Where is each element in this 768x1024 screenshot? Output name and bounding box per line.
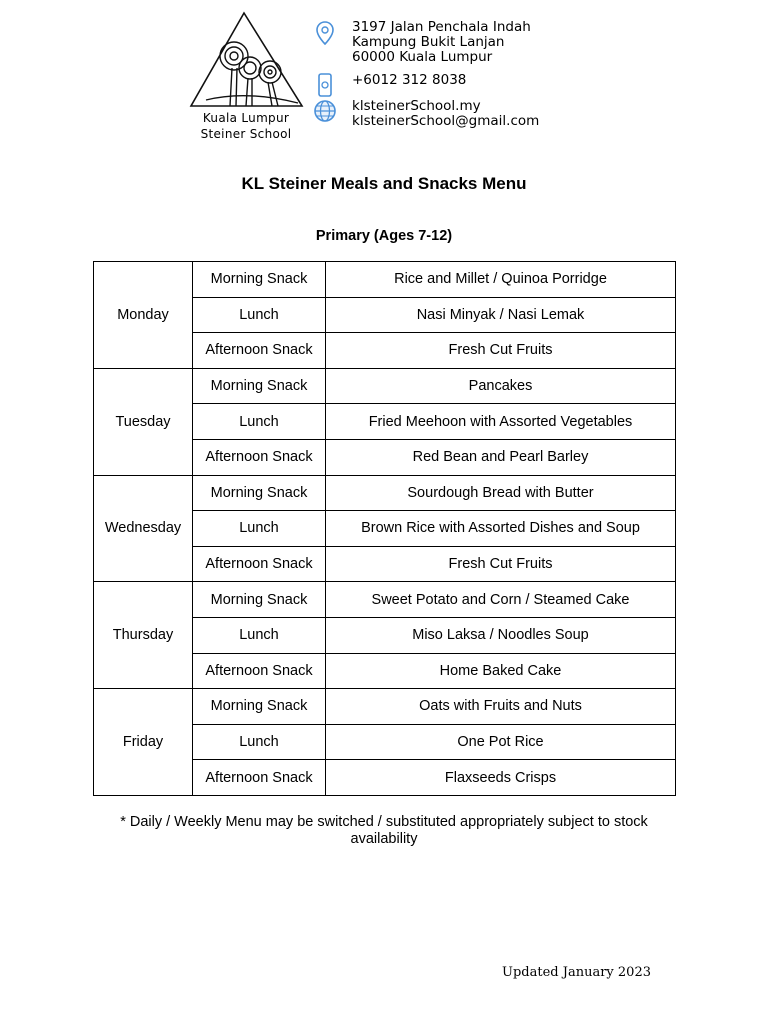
globe-icon (312, 99, 338, 123)
table-row (94, 475, 676, 511)
location-pin-icon (312, 20, 338, 44)
meal-slot-cell: Lunch (193, 617, 326, 653)
web-text (352, 99, 539, 129)
meal-slot-cell: Lunch (193, 404, 326, 440)
day-cell: Friday (94, 689, 193, 796)
day-cell: Monday (94, 262, 193, 369)
page-title: KL Steiner Meals and Snacks Menu (241, 174, 527, 193)
meal-slot-cell: Afternoon Snack (193, 760, 326, 796)
meal-item-cell: Fresh Cut Fruits (326, 333, 676, 369)
phone-number: +6012 312 8038 (352, 72, 467, 88)
address-line-3: 60000 Kuala Lumpur (352, 49, 493, 65)
menu-table (93, 261, 676, 796)
tree-triangle-logo-icon (186, 10, 306, 110)
meal-item-cell: Sourdough Bread with Butter (326, 475, 676, 511)
meal-slot-cell: Afternoon Snack (193, 333, 326, 369)
logo-text-line-2: Steiner School (200, 127, 292, 141)
meal-slot-cell: Afternoon Snack (193, 546, 326, 582)
address-line-1: 3197 Jalan Penchala Indah (352, 19, 531, 35)
meal-slot-cell: Morning Snack (193, 262, 326, 298)
page-subtitle: Primary (Ages 7-12) (315, 228, 453, 244)
meal-slot-cell: Lunch (193, 724, 326, 760)
meal-item-cell: Miso Laksa / Noodles Soup (326, 617, 676, 653)
meal-item-cell: Nasi Minyak / Nasi Lemak (326, 297, 676, 333)
day-cell: Wednesday (94, 475, 193, 582)
meal-item-cell: Sweet Potato and Corn / Steamed Cake (326, 582, 676, 618)
meal-slot-cell: Lunch (193, 297, 326, 333)
meal-slot-cell: Morning Snack (193, 582, 326, 618)
menu-note: * Daily / Weekly Menu may be switched / substituted appropriately subject to stock availability (120, 814, 648, 847)
meal-item-cell: Home Baked Cake (326, 653, 676, 689)
table-row (94, 582, 676, 618)
meal-slot-cell: Afternoon Snack (193, 439, 326, 475)
table-row (94, 368, 676, 404)
meal-slot-cell: Afternoon Snack (193, 653, 326, 689)
meal-slot-cell: Morning Snack (193, 475, 326, 511)
web-row (312, 99, 539, 129)
meal-slot-cell: Morning Snack (193, 368, 326, 404)
meal-item-cell: Red Bean and Pearl Barley (326, 439, 676, 475)
meal-item-cell: Flaxseeds Crisps (326, 760, 676, 796)
email-link[interactable]: klsteinerSchool@gmail.com (352, 113, 540, 129)
meal-item-cell: Rice and Millet / Quinoa Porridge (326, 262, 676, 298)
phone-icon (312, 73, 338, 97)
phone-row (312, 73, 466, 97)
website-link[interactable]: klsteinerSchool.my (352, 98, 481, 114)
meal-item-cell: Oats with Fruits and Nuts (326, 689, 676, 725)
school-logo (186, 10, 306, 144)
address-text (352, 20, 531, 65)
logo-text-line-1: Kuala Lumpur (202, 111, 290, 125)
meal-item-cell: One Pot Rice (326, 724, 676, 760)
meal-item-cell: Fresh Cut Fruits (326, 546, 676, 582)
meal-slot-cell: Morning Snack (193, 689, 326, 725)
updated-date: Updated January 2023 (502, 965, 651, 980)
address-row (312, 20, 531, 65)
day-cell: Thursday (94, 582, 193, 689)
meal-slot-cell: Lunch (193, 511, 326, 547)
day-cell: Tuesday (94, 368, 193, 475)
table-row (94, 262, 676, 298)
meal-item-cell: Pancakes (326, 368, 676, 404)
meal-item-cell: Brown Rice with Assorted Dishes and Soup (326, 511, 676, 547)
table-row (94, 689, 676, 725)
address-line-2: Kampung Bukit Lanjan (352, 34, 505, 50)
meal-item-cell: Fried Meehoon with Assorted Vegetables (326, 404, 676, 440)
